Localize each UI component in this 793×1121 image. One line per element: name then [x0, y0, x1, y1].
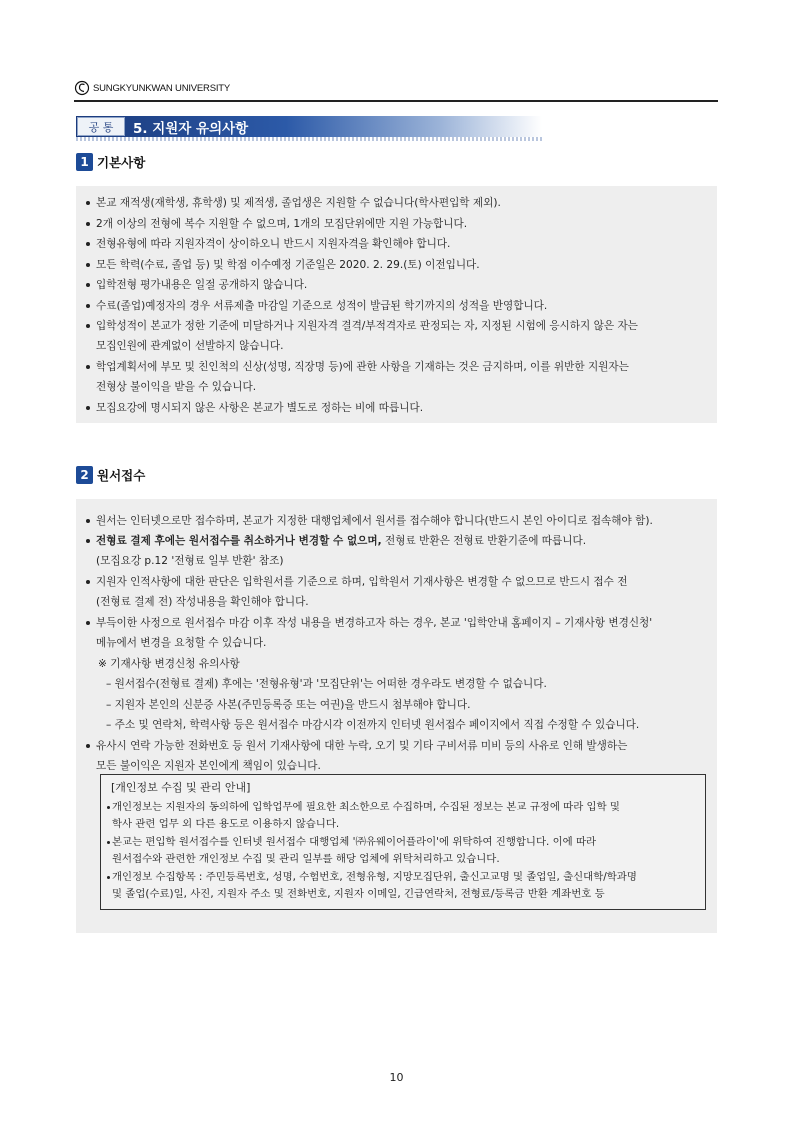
subsection-2-heading — [76, 466, 145, 484]
bullet-dot — [86, 744, 90, 748]
list-item: 지원자 인적사항에 대한 판단은 입학원서를 기준으로 하며, 입학원서 기재사항은 변경할 수 없으므로 반드시 접수 전 — [96, 576, 628, 588]
subsection-title: 원서접수 — [97, 468, 146, 483]
list-item: 입학전형 평가내용은 일절 공개하지 않습니다. — [96, 279, 308, 291]
list-item: 유사시 연락 가능한 전화번호 등 원서 기재사항에 대한 누락, 오기 및 기타 구비서류 미비 등의 사유로 인해 발생하는 — [96, 740, 628, 752]
privacy-item-continued: 학사 관련 업무 외 다른 용도로 이용하지 않습니다. — [112, 818, 340, 830]
privacy-title: [개인정보 수집 및 관리 안내] — [111, 781, 251, 794]
list-item: 모든 학력(수료, 졸업 등) 및 학점 이수예정 기준일은 2020. 2. 29.(토) 이전입니다. — [96, 259, 480, 271]
bullet-dot — [86, 304, 90, 308]
bullet-dot — [86, 406, 90, 410]
page-number: 10 — [389, 1071, 404, 1084]
privacy-notice-box — [100, 774, 706, 910]
note-item-bold: – 원서접수(전형료 결제) 후에는 '전형유형'과 '모집단위'는 어떠한 경우라도 변경할 수 없습니다. — [106, 678, 547, 690]
list-item-continued: 모집인원에 관계없이 선발하지 않습니다. — [96, 340, 284, 352]
subsection-number: 1 — [76, 153, 93, 171]
list-item: 입학성적이 본교가 정한 기준에 미달하거나 지원자격 결격/부적격자로 판정되는 자, 지정된 시험에 응시하지 않은 자는 — [96, 320, 638, 332]
list-item: 모집요강에 명시되지 않은 사항은 본교가 별도로 정하는 비에 따릅니다. — [96, 402, 424, 414]
privacy-item-continued: 원서접수와 관련한 개인정보 수집 및 관리 일부를 해당 업체에 위탁처리하고 있습니다. — [112, 853, 500, 865]
list-item-continued: (전형료 결제 전) 작성내용을 확인해야 합니다. — [96, 596, 309, 608]
list-item: 본교 재적생(재학생, 휴학생) 및 제적생, 졸업생은 지원할 수 없습니다(학사편입학 제외). — [96, 197, 501, 209]
bullet-dot — [86, 201, 90, 205]
bullet-dot — [86, 519, 90, 523]
university-emblem-icon — [74, 80, 90, 96]
basics-box — [76, 186, 717, 423]
university-name: SUNGKYUNKWAN UNIVERSITY — [93, 82, 231, 94]
bullet-dot — [86, 621, 90, 625]
subsection-1-heading — [76, 153, 145, 171]
note-heading: ※ 기재사항 변경신청 유의사항 — [98, 658, 240, 670]
section-dotted-rule — [76, 137, 542, 141]
list-item: 부득이한 사정으로 원서접수 마감 이후 작성 내용을 변경하고자 하는 경우, 본교 '입학안내 홈페이지 – 기재사항 변경신청' — [96, 617, 653, 629]
subsection-title: 기본사항 — [97, 155, 146, 170]
bullet-dot — [86, 263, 90, 267]
list-item: 학업계획서에 부모 및 친인척의 신상(성명, 직장명 등)에 관한 사항을 기재하는 것은 금지하며, 이를 위반한 지원자는 — [96, 361, 629, 373]
list-item: 2개 이상의 전형에 복수 지원할 수 없으며, 1개의 모집단위에만 지원 가능합니다. — [96, 218, 468, 230]
list-item: 전형유형에 따라 지원자격이 상이하오니 반드시 지원자격을 확인해야 합니다. — [96, 238, 451, 250]
list-item: 원서는 인터넷으로만 접수하며, 본교가 지정한 대행업체에서 원서를 접수해야 합니다(반드시 본인 아이디로 접속해야 함). — [96, 515, 653, 527]
section-banner — [76, 116, 542, 137]
bullet-dot — [107, 876, 110, 879]
header-rule — [74, 100, 718, 102]
section-tag: 공 통 — [77, 117, 125, 136]
bullet-dot — [107, 841, 110, 844]
list-item — [96, 534, 586, 548]
privacy-item: 개인정보 수집항목 : 주민등록번호, 성명, 수험번호, 전형유형, 지망모집단위, 출신고교명 및 졸업일, 출신대학/학과명 — [112, 871, 637, 883]
privacy-item: 본교는 편입학 원서접수를 인터넷 원서접수 대행업체 '㈜유웨이어플라이'에 위탁하여 진행합니다. 이에 따라 — [112, 836, 597, 848]
section-title: 5. 지원자 유의사항 — [133, 120, 249, 137]
bullet-dot — [86, 580, 90, 584]
bullet-dot — [86, 365, 90, 369]
bold-notice: 전형료 결제 후에는 원서접수를 취소하거나 변경할 수 없으며, — [96, 535, 382, 547]
privacy-item-continued: 및 졸업(수료)일, 사진, 지원자 주소 및 전화번호, 지원자 이메일, 긴급연락처, 전형료/등록금 반환 계좌번호 등 — [112, 888, 605, 900]
notice-rest: 전형료 반환은 전형료 반환기준에 따릅니다. — [381, 535, 587, 547]
list-item-continued: 메뉴에서 변경을 요청할 수 있습니다. — [96, 637, 267, 649]
list-item-continued: 모든 불이익은 지원자 본인에게 책임이 있습니다. — [96, 760, 321, 772]
bullet-dot — [86, 539, 90, 543]
bullet-dot — [86, 283, 90, 287]
list-item: 수료(졸업)예정자의 경우 서류제출 마감일 기준으로 성적이 발급된 학기까지의 성적을 반영합니다. — [96, 300, 548, 312]
privacy-item: 개인정보는 지원자의 동의하에 입학업무에 필요한 최소한으로 수집하며, 수집된 정보는 본교 규정에 따라 입학 및 — [112, 801, 620, 813]
subsection-number: 2 — [76, 466, 93, 484]
list-item-continued: 전형상 불이익을 받을 수 있습니다. — [96, 381, 257, 393]
list-item-continued: (모집요강 p.12 '전형료 일부 반환' 참조) — [96, 555, 284, 567]
bullet-dot — [86, 242, 90, 246]
bullet-dot — [107, 806, 110, 809]
bullet-dot — [86, 324, 90, 328]
university-logo — [74, 80, 230, 96]
bullet-dot — [86, 222, 90, 226]
note-item: – 주소 및 연락처, 학력사항 등은 원서접수 마감시각 이전까지 인터넷 원서접수 페이지에서 직접 수정할 수 있습니다. — [106, 719, 640, 731]
note-item-bold: – 지원자 본인의 신분증 사본(주민등록증 또는 여권)을 반드시 첨부해야 합니다. — [106, 699, 471, 711]
